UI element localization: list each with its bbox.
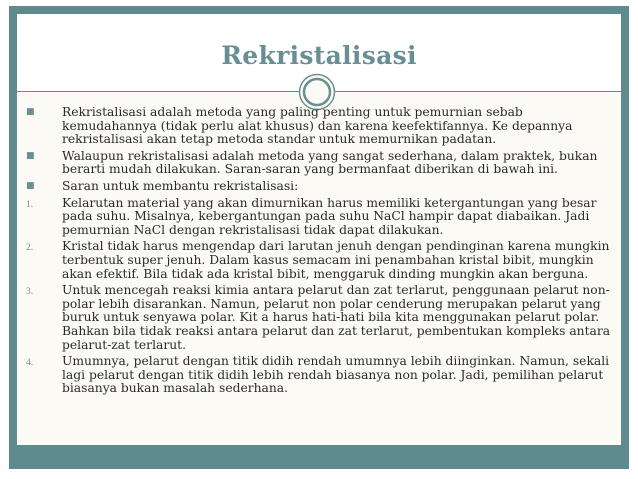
square-bullet-icon: ■ <box>26 180 35 191</box>
bullet-text: Rekristalisasi adalah metoda yang paling penting untuk pemurnian sebab kemudahannya (tidak perlu alat khusus) dan karena keefektifannya. Ke depannya rekristalisasi akan tetap metoda standar untuk memurnikan padatan. <box>62 105 573 147</box>
item-number: 2. <box>26 243 34 254</box>
numbered-text: Umumnya, pelarut dengan titik didih rendah umumnya lebih diinginkan. Namun, sekali lagi pelarut dengan titik didih lebih rendah biasanya non polar. Jadi, pemilihan pelarut biasanya bukan masalah sederhana. <box>62 354 610 396</box>
bullet-text: Walaupun rekristalisasi adalah metoda yang sangat sederhana, dalam praktek, bukan berarti mudah dilakukan. Saran-saran yang bermanfaat diberikan di bawah ini. <box>62 148 598 177</box>
square-bullet-icon: ■ <box>26 107 35 117</box>
numbered-item <box>24 197 620 238</box>
item-number: 4. <box>26 358 34 369</box>
bullet-item <box>24 180 620 194</box>
bullet-text: Saran untuk membantu rekristalisasi: <box>62 178 299 193</box>
numbered-text: Untuk mencegah reaksi kimia antara pelarut dan zat terlarut, penggunaan pelarut non-polar lebih disarankan. Namun, pelarut non polar cenderung merupakan pelarut yang buruk untuk senyawa polar. Kit a harus hati-hati bila kita menggunakan pelarut polar. Bahkan bila tidak reaksi antara pelarut dan zat terlarut, pembentukan kompleks antara pelarut-zat terlarut. <box>62 283 611 352</box>
numbered-item <box>24 240 620 281</box>
square-bullet-icon: ■ <box>26 150 35 161</box>
slide-title: Rekristalisasi <box>221 41 417 70</box>
numbered-item <box>24 355 620 396</box>
item-number: 1. <box>26 199 34 210</box>
footer-bar <box>17 445 621 461</box>
item-number: 3. <box>26 287 34 298</box>
numbered-text: Kelarutan material yang akan dimurnikan harus memiliki ketergantungan yang besar pada suhu. Misalnya, kebergantungan pada suhu NaCl hampir dapat diabaikan. Jadi pemurnian NaCl dengan rekristalisasi tidak dapat dilakukan. <box>62 195 597 237</box>
bullet-item <box>24 150 620 177</box>
numbered-text: Kristal tidak harus mengendap dari larutan jenuh dengan pendinginan karena mungkin terbentuk super jenuh. Dalam kasus semacam ini penambahan kristal bibit, mungkin akan efektif. Bila tidak ada kristal bibit, menggaruk dinding mungkin akan berguna. <box>62 239 610 281</box>
bullet-item <box>24 106 620 147</box>
numbered-item <box>24 284 620 352</box>
slide-content <box>24 106 620 399</box>
